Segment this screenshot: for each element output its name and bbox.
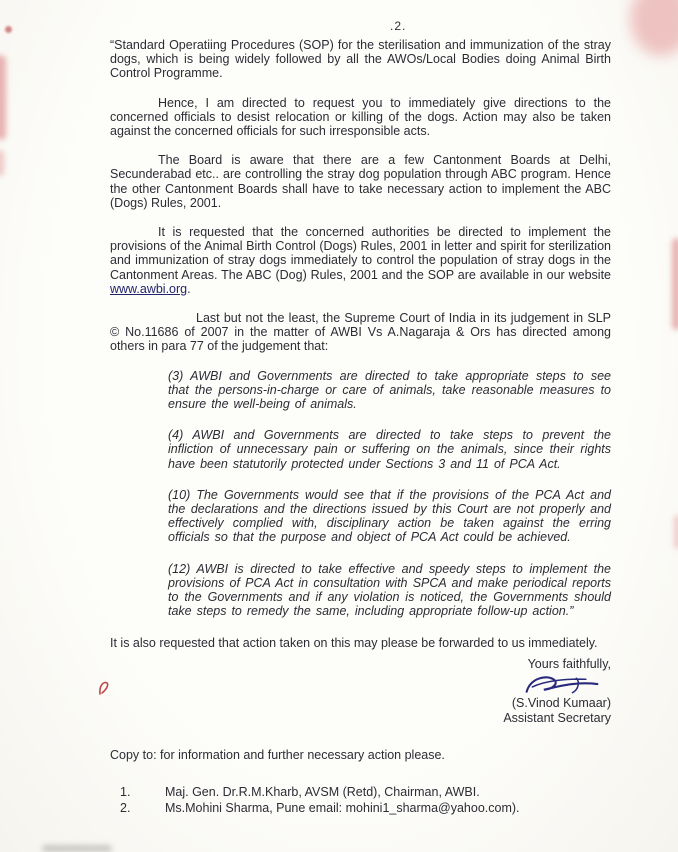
list-item-number: 2. (120, 800, 131, 815)
judgement-quote-para-10: (10) The Governments would see that if the provisions of the PCA Act and the declarations and the directions issued by this Court are not properly and effectively complied with, disciplinary action be taken against the erring officials so that the purpose and object of PCA Act could be achieved. (168, 487, 611, 545)
list-item-number: 1. (120, 784, 131, 799)
scan-artifact (0, 55, 6, 140)
signatory-name: (S.Vinod Kumaar) (511, 695, 611, 710)
paragraph-hence: Hence, I am directed to request you to immediately give directions to the concerned officials to desist relocation or killing of the dogs. Action may also be taken against the concerned officials for such irresponsible acts. (110, 95, 611, 139)
page-number: .2. (390, 19, 407, 33)
scan-artifact (674, 515, 678, 549)
list-item (110, 784, 611, 800)
list-item-text: Maj. Gen. Dr.R.M.Kharb, AVSM (Retd), Chairman, AWBI. (165, 784, 480, 799)
closing-block (110, 657, 611, 726)
copy-to-heading: Copy to: for information and further necessary action please. (110, 747, 445, 762)
list-item (110, 800, 611, 816)
action-request-line: It is also requested that action taken on this may please be forwarded to us immediately. (110, 635, 598, 650)
scan-artifact (0, 150, 4, 176)
closing-salutation: Yours faithfully, (527, 656, 611, 671)
paragraph-abc-rules-text: It is requested that the concerned authorities be directed to implement the provisions of the Animal Birth Control (Dogs) Rules, 2001 in letter and spirit for sterilization and immunization of stray dogs immediately to control the population of stray dogs in the Cantonment Areas. The ABC (Dog) Rules, 2001 and the SOP are available in our website (110, 225, 611, 282)
awbi-website-link[interactable]: www.awbi.org (110, 281, 188, 296)
scan-artifact (5, 26, 12, 33)
signatory-title: Assistant Secretary (503, 710, 611, 725)
judgement-quote-para-12: (12) AWBI is directed to take effective and speedy steps to implement the provisions of PCA Act in consultation with SPCA and make periodical reports to the Governments and if any violation is noticed, the Governments should take steps to remedy the same, including appropriate follow-up action.” (168, 561, 611, 619)
letter-body (110, 38, 611, 816)
judgement-quote-para-3: (3) AWBI and Governments are directed to take appropriate steps to see that the persons-in-charge or care of animals, take reasonable measures to ensure the well-being of animals. (168, 368, 611, 412)
paragraph-abc-rules (110, 225, 611, 296)
scan-artifact (672, 238, 678, 330)
list-item-text: Ms.Mohini Sharma, Pune email: mohini1_sharma@yahoo.com). (165, 800, 520, 815)
paragraph-sop: “Standard Operatiing Procedures (SOP) for the sterilisation and immunization of the stray dogs, which is being widely followed by all the AWOs/Local Bodies doing Animal Birth Control Programme. (110, 38, 611, 81)
scan-artifact (630, 0, 678, 56)
judgement-quote-para-4: (4) AWBI and Governments are directed to take steps to prevent the infliction of unnecessary pain or suffering on the animals, since their rights have been statutorily protected under Sections 3 and 11 of PCA Act. (168, 428, 611, 471)
sentence-period: . (187, 281, 191, 296)
paragraph-cantonment-boards: The Board is aware that there are a few Cantonment Boards at Delhi, Secunderabad etc.. are controlling the stray dog population through ABC program. Hence the other Cantonment Boards shall have to take necessary action to implement the ABC (Dogs) Rules, 2001. (110, 153, 611, 210)
copy-to-list (110, 784, 611, 816)
scan-artifact (42, 845, 112, 852)
paragraph-supreme-court: Last but not the least, the Supreme Court of India in its judgement in SLP © No.11686 of 2007 in the matter of AWBI Vs A.Nagaraja & Ors has directed among others in para 77 of the judgement that: (110, 311, 611, 354)
red-pen-mark-icon (97, 678, 111, 698)
